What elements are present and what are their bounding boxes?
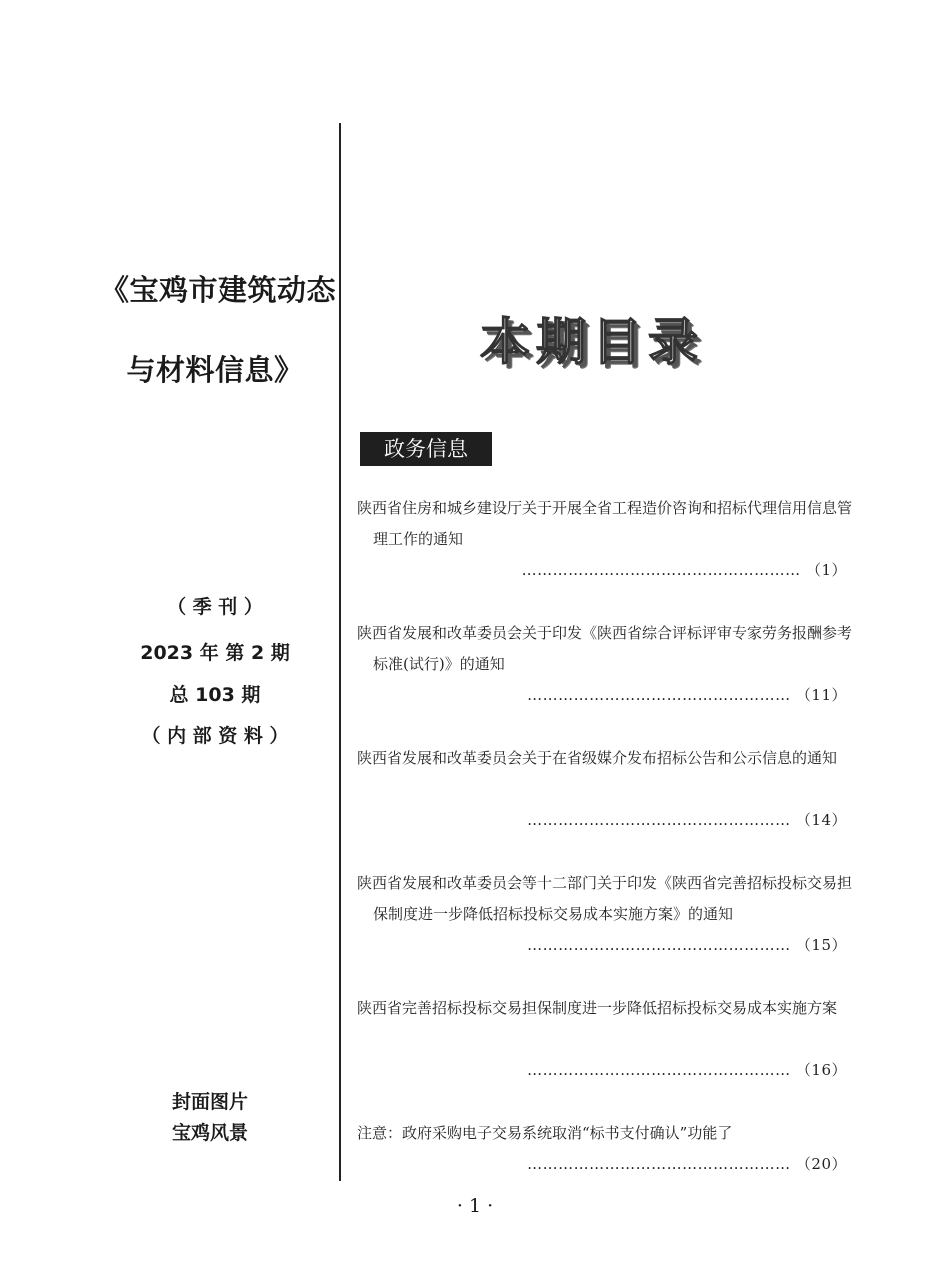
toc-entry-page: …………………………………………… （16）	[527, 1061, 847, 1079]
section-label: 政务信息	[360, 432, 492, 466]
toc-entry-page: …………………………………………… （11）	[527, 686, 847, 704]
toc-entry-title: 陕西省发展和改革委员会等十二部门关于印发《陕西省完善招标投标交易担保制度进一步降低招标投标交易成本实施方案》的通知	[357, 874, 853, 923]
cover-image-label: 封面图片	[171, 1091, 248, 1113]
cover-image-subject: 宝鸡风景	[171, 1122, 248, 1144]
toc-entry[interactable]	[357, 1118, 857, 1173]
toc-entry-page: ……………………………………………… （1）	[521, 561, 847, 579]
toc-entry-title: 陕西省发展和改革委员会关于印发《陕西省综合评标评审专家劳务报酬参考标准(试行)》的通知	[357, 624, 853, 673]
toc-entry[interactable]	[357, 618, 857, 704]
vertical-divider	[339, 123, 341, 1181]
toc-entry[interactable]	[357, 743, 857, 829]
publication-title-line2: 与材料信息》	[126, 353, 304, 387]
issue-frequency: （ 季 刊 ）	[167, 596, 263, 618]
toc-entry-title: 陕西省住房和城乡建设厅关于开展全省工程造价咨询和招标代理信用信息管理工作的通知	[357, 499, 853, 548]
issue-classification: （ 内 部 资 料 ）	[141, 725, 289, 747]
issue-total: 总 103 期	[169, 684, 261, 706]
publication-title-line1: 《宝鸡市建筑动态	[100, 273, 337, 307]
toc-entry-title: 注意：政府采购电子交易系统取消“标书支付确认”功能了	[357, 1124, 733, 1142]
page-number: · 1 ·	[456, 1195, 494, 1217]
toc-entry-page: …………………………………………… （14）	[527, 811, 847, 829]
toc-entry[interactable]	[357, 868, 857, 954]
toc-entry-title: 陕西省发展和改革委员会关于在省级媒介发布招标公告和公示信息的通知	[357, 749, 838, 767]
toc-entry-page: …………………………………………… （15）	[527, 936, 847, 954]
toc-entry[interactable]	[357, 993, 857, 1079]
issue-number: 2023 年 第 2 期	[140, 642, 290, 664]
toc-entry[interactable]	[357, 493, 857, 579]
toc-entry-page: …………………………………………… （20）	[527, 1155, 847, 1173]
toc-entry-title: 陕西省完善招标投标交易担保制度进一步降低招标投标交易成本实施方案	[357, 999, 838, 1017]
toc-heading: 本期目录	[480, 313, 704, 371]
